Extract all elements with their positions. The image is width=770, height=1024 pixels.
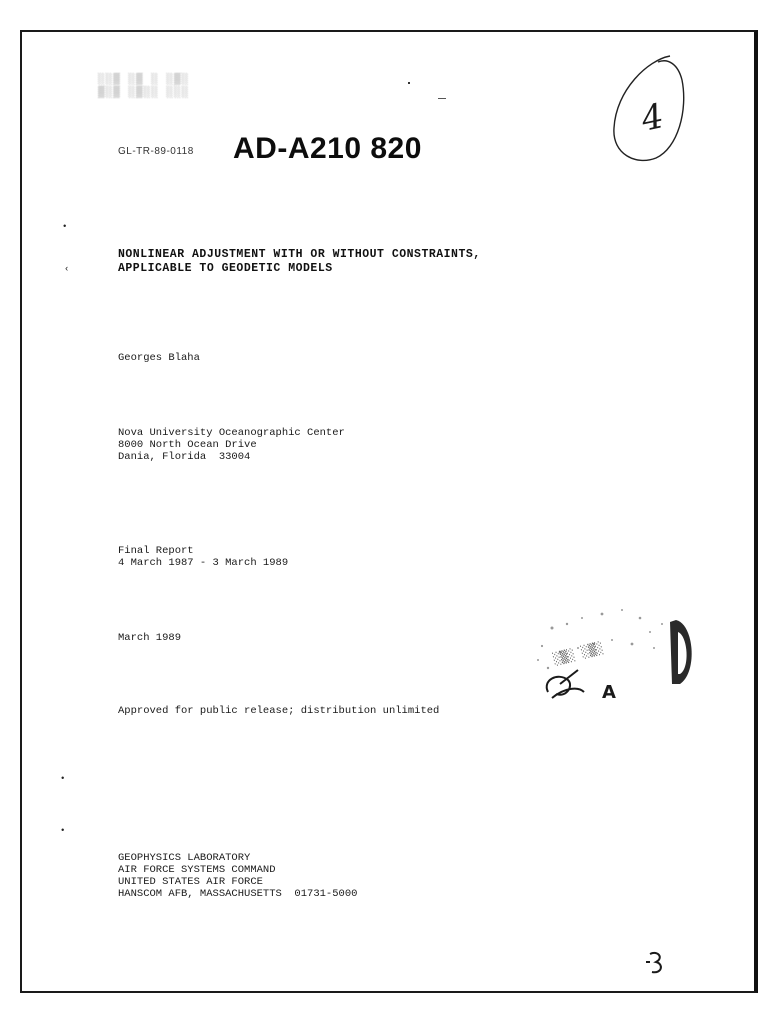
margin-speck: ‹ (64, 264, 70, 274)
handwritten-page-mark (640, 948, 670, 983)
sponsoring-laboratory (118, 852, 357, 900)
svg-text:A: A (602, 682, 616, 703)
svg-text:░▒░ ░▒░: ░▒░ ░▒░ (551, 640, 605, 667)
org-line: 8000 North Ocean Drive (118, 439, 257, 451)
lab-line: HANSCOM AFB, MASSACHUSETTS 01731-5000 (118, 888, 358, 900)
report-number: GL-TR-89-0118 (118, 146, 194, 157)
faded-stamp-text: ░░▒ ░▒ ░ ░▒░ ▒░▒ ░▒░░ ░░░ (98, 74, 190, 99)
distribution-statement: Approved for public release; distribution unlimited (118, 705, 440, 717)
org-line: Nova University Oceanographic Center (118, 427, 345, 439)
speck-mark (408, 82, 410, 84)
lab-line: AIR FORCE SYSTEMS COMMAND (118, 864, 276, 876)
org-line: Dania, Florida 33004 (118, 451, 251, 463)
margin-speck: • (62, 222, 68, 232)
lab-line: UNITED STATES AIR FORCE (118, 876, 263, 888)
speck-mark (438, 98, 446, 99)
author: Georges Blaha (118, 352, 200, 364)
organization-address (118, 427, 345, 463)
report-period-line: 4 March 1987 - 3 March 1989 (118, 557, 289, 569)
title-line: NONLINEAR ADJUSTMENT WITH OR WITHOUT CONSTRAINTS, (118, 248, 481, 261)
lab-line: GEOPHYSICS LABORATORY (118, 852, 251, 864)
report-title (118, 248, 481, 276)
title-line: APPLICABLE TO GEODETIC MODELS (118, 262, 333, 275)
svg-text:4: 4 (637, 96, 668, 140)
publication-date: March 1989 (118, 632, 182, 644)
report-type (118, 545, 288, 569)
dtic-seal-stamp (512, 588, 702, 723)
margin-speck: • (60, 774, 66, 784)
report-type-line: Final Report (118, 545, 194, 557)
ad-accession-number: AD-A210 820 (233, 132, 422, 165)
handwritten-circled-number (608, 50, 688, 175)
margin-speck: • (60, 826, 66, 836)
